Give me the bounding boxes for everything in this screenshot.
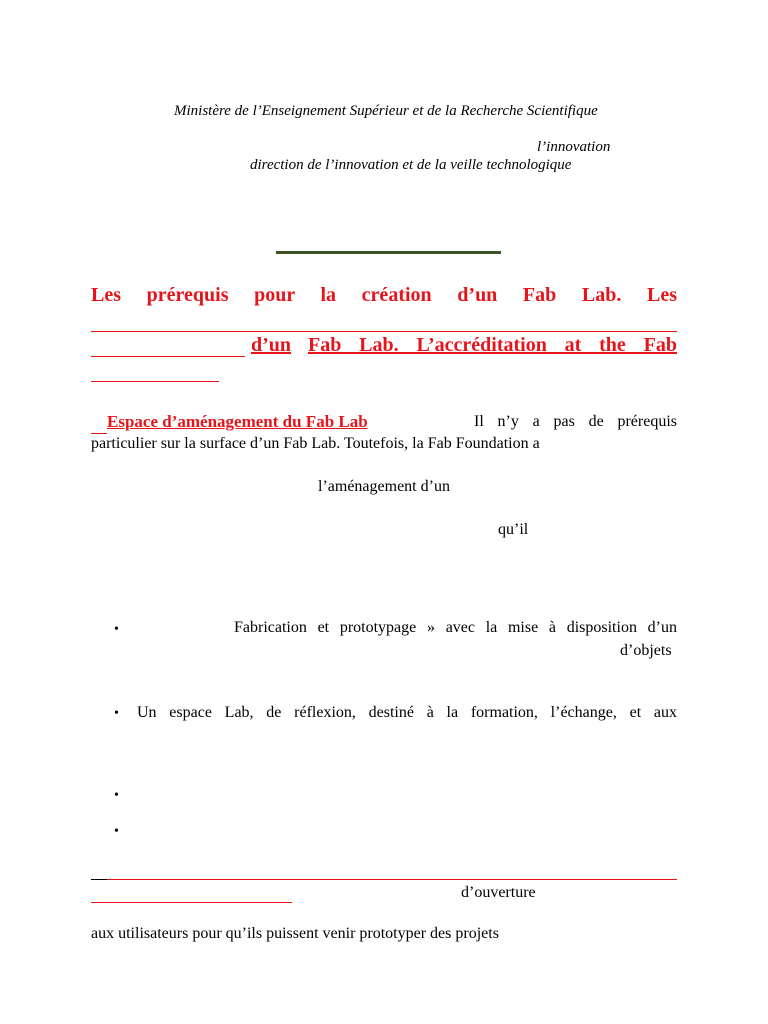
title-line-3b: Fab Lab. L’accréditation at the Fab (308, 334, 677, 356)
footer-underline-1 (107, 879, 677, 880)
title-underline-2 (91, 331, 677, 332)
direction-line: direction de l’innovation et de la veille technologique (250, 157, 572, 173)
section-heading: Espace d’aménagement du Fab Lab (107, 412, 368, 431)
bullet-1-line-1: Fabrication et prototypage » avec la mise à disposition d’un (234, 619, 677, 636)
title-line-3a: d’un (251, 334, 292, 356)
bullet-marker-4: • (114, 824, 119, 839)
section-text-line-4: qu’il (498, 521, 529, 538)
bullet-1-line-2: d’objets (620, 642, 672, 659)
heading-lead-rule (91, 433, 107, 434)
bullet-marker-2: • (114, 706, 119, 721)
title-line-1: Les prérequis pour la création d’un Fab Lab. Les (91, 284, 677, 306)
footer-lead-rule (91, 879, 107, 880)
title-underline-4 (91, 381, 219, 382)
footer-underline-2 (91, 902, 292, 903)
footer-opening: d’ouverture (461, 884, 536, 901)
bullet-marker-3: • (114, 788, 119, 803)
header-divider (276, 251, 501, 254)
section-text-line-1: Il n’y a pas de prérequis (474, 413, 677, 430)
innovation-line: l’innovation (537, 139, 611, 155)
bullet-2-line-1: Un espace Lab, de réflexion, destiné à la formation, l’échange, et aux (137, 704, 677, 721)
title-underline-3a (91, 356, 245, 357)
section-text-line-3: l’aménagement d’un (318, 478, 450, 495)
ministry-line: Ministère de l’Enseignement Supérieur et de la Recherche Scientifique (174, 103, 598, 119)
footer-last-line: aux utilisateurs pour qu’ils puissent venir prototyper des projets (91, 925, 499, 942)
bullet-marker-1: • (114, 622, 119, 637)
section-text-line-2: particulier sur la surface d’un Fab Lab. Toutefois, la Fab Foundation a (91, 435, 540, 452)
